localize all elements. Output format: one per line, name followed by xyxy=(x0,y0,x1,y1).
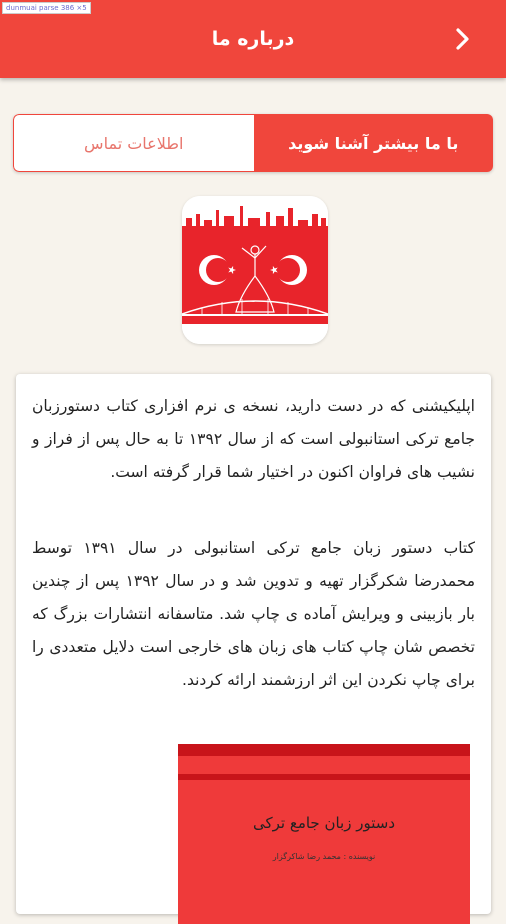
chevron-right-icon xyxy=(454,27,472,51)
page-title: درباره ما xyxy=(211,28,295,50)
book-title: دستور زبان جامع ترکی xyxy=(252,814,396,832)
book-author: نویسنده : محمد رضا شاکرگزار xyxy=(272,852,376,861)
app-logo xyxy=(182,196,328,344)
book-cover xyxy=(178,744,470,924)
book-cover-stripe xyxy=(178,774,470,780)
turkish-flag-skyline-icon xyxy=(182,196,328,344)
tab-contact-info[interactable]: اطلاعات تماس xyxy=(13,114,254,172)
content-card xyxy=(16,374,491,914)
history-paragraph: کتاب دستور زبان جامع ترکی استانبولی در سال ۱۳۹۱ توسط محمدرضا شکرگزار تهیه و تدوین شد و در سال ۱۳۹۲ پس از چندین بار بازبینی و ویرایش آماده ی چاپ شد. متاسفانه انتشارات بزرگ که تخصص شان چاپ کتاب های زبان های خارجی است دلایل متعددی را برای چاپ نکردن این اثر ارزشمند ارائه کردند. xyxy=(32,539,476,689)
tab-about-us[interactable]: با ما بیشتر آشنا شوید xyxy=(254,114,494,172)
tab-bar xyxy=(13,114,493,172)
watermark: dunmuai parse 386 ×5 xyxy=(2,2,91,14)
back-button[interactable] xyxy=(448,24,478,54)
intro-paragraph: اپلیکیشنی که در دست دارید، نسخه ی نرم افزاری کتاب دستورزبان جامع ترکی استانبولی است که از سال ۱۳۹۲ تا به حال پس از فراز و نشیب های فراوان اکنون در اختیار شما قرار گرفته است. xyxy=(32,397,476,481)
book-cover-top-band xyxy=(178,744,470,756)
